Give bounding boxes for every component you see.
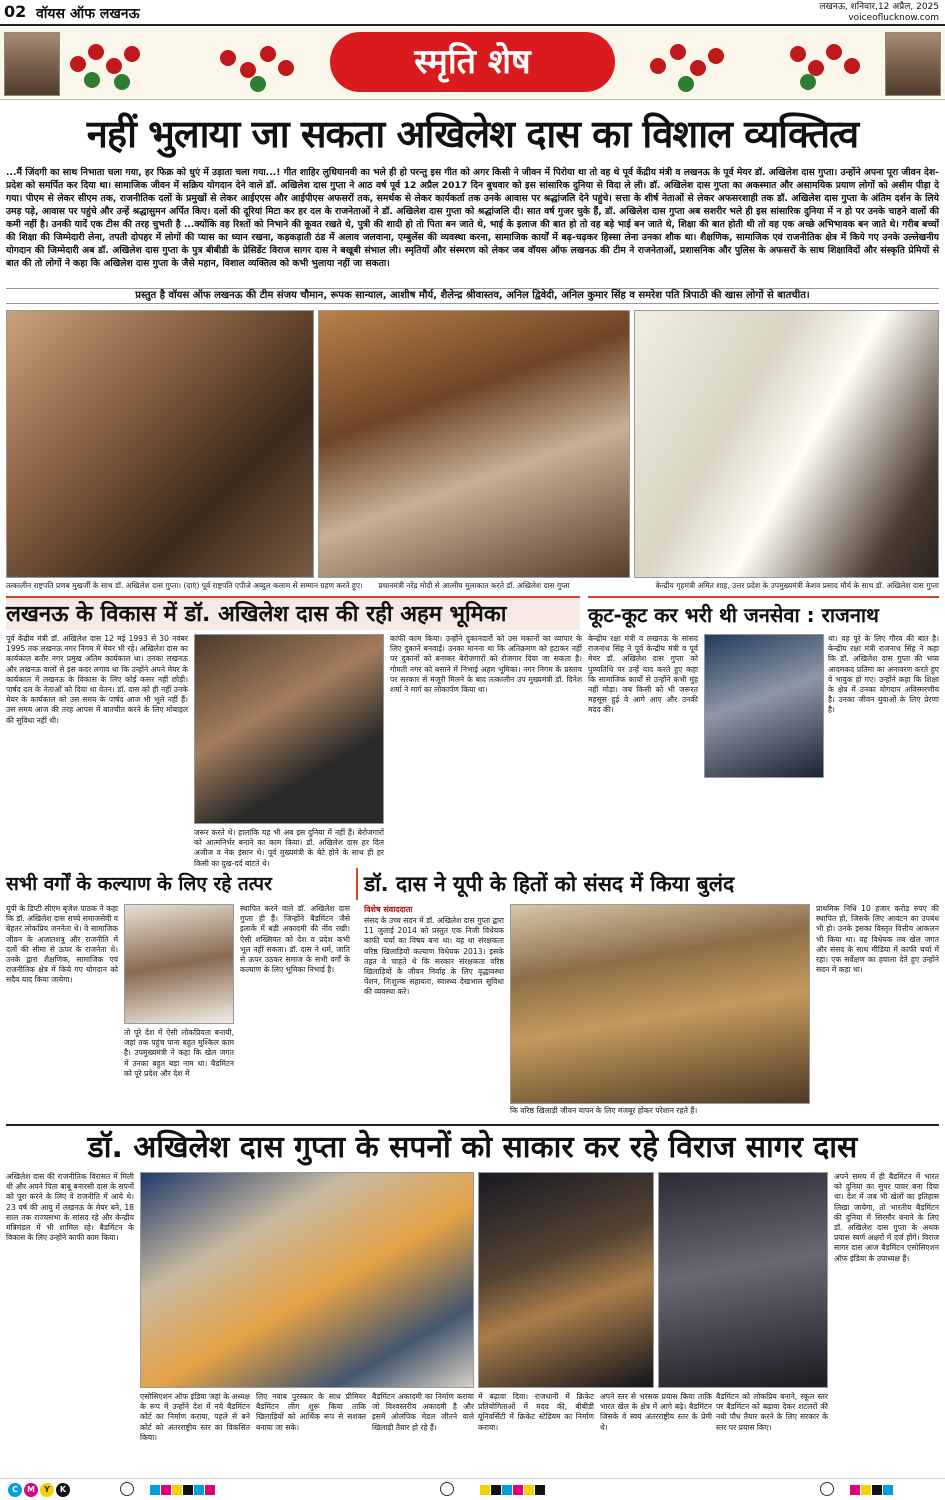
article-column: एसोसिएशन ऑफ इंडिया जहां के अध्यक्ष के रूप में उन्होंने देश में नये बैडमिंटन कोर्ट का निर्माण कराया, पहले से बने कोर्ट को अंतरराष्ट्रीय स्तर का विकसित किया।	[140, 1392, 250, 1442]
article-column: बैडमिंटन अकादमी का निर्माण कराया जो विश्वस्तरीय अकादमी है और इसमें ओलंपिक मेडल जीतने वाले खिलाड़ी तैयार हो रहे हैं।	[372, 1392, 474, 1432]
article-column: यूपी के डिप्टी सीएम बृजेश पाठक ने कहा कि डॉ. अखिलेश दास सच्चे समाजसेवी व बेहतर लोकप्रिय जननेता थे। वे सामाजिक जीवन के अजातशत्रु और राजनीति में दलों की सीमा से ऊपर के राजनेता थे। उनके द्वारा शैक्षणिक, सामाजिक एवं राजनीतिक क्षेत्र में किये गए योगदान को सदैव याद किया जायेगा।	[6, 904, 118, 985]
photo-caption-3: केन्द्रीय गृहमंत्री अमित शाह, उत्तर प्रदेश के उपमुख्यमंत्री केशव प्रसाद मौर्य के साथ डॉ. अखिलेश दास गुप्ता	[655, 581, 939, 590]
article-photo-akhilesh-das	[194, 634, 384, 824]
photo-with-president	[6, 310, 314, 578]
flower-decoration-right-icon	[790, 36, 870, 92]
color-bar-icon	[850, 1485, 893, 1495]
dateline	[819, 2, 939, 24]
presented-by-line: प्रस्तुत है वॉयस ऑफ लखनऊ की टीम संजय चौमान, रूपक सान्याल, आशीष मौर्य, शैलेन्द्र श्रीवास्तव, अनिल द्विवेदी, अनिल कुमार सिंह व समरेश पति त्रिपाठी की खास लोगों से बातचीत।	[6, 288, 939, 304]
color-bar-icon	[480, 1485, 545, 1495]
photo-with-prime-minister	[318, 310, 630, 578]
article-column: अपने स्तर से भरसक प्रयास किया ताकि भारत खेल के क्षेत्र में आगे बढ़े। बैडमिंटन जिसके वे स्वयं अंतरराष्ट्रीय स्तर के प्रेमी थे।	[600, 1392, 712, 1432]
color-bar-icon	[150, 1485, 215, 1495]
registration-mark-icon	[440, 1482, 454, 1496]
page-number: 02	[4, 2, 27, 21]
cmyk-m: M	[24, 1483, 38, 1497]
section-heading-parliament: डॉ. दास ने यूपी के हितों को संसद में किया बुलंद	[356, 868, 939, 900]
article-column: संसद के उच्च सदन में डॉ. अखिलेश दास गुप्ता द्वारा 11 जुलाई 2014 को प्रस्तुत एक निजी विधेयक काफी चर्चा का विषय बना था। यह था संरक्षकता वरिष्ठ खिलाड़ियों कल्याण विधेयक 2013। इसके तहत वे चाहते थे कि सरकार संरक्षकता वरिष्ठ खिलाड़ियों के जीवन निर्वाह के लिए वृद्धावस्था पेंशन, निःशुल्क सहायता, स्वास्थ्य देखभाल सुविधा की व्यवस्था करे।	[364, 916, 504, 997]
photo-caption: कि वरिष्ठ खिलाड़ी जीवन यापन के लिए मजबूर होकर परेशान रहते हैं।	[510, 1106, 698, 1115]
cmyk-marks	[8, 1483, 70, 1497]
article-column: में बढ़ावा दिया। राजधानी में क्रिकेट प्रतियोगिताओं में मदद की, बीबीडी यूनिवर्सिटी में क्रिकेट स्टेडियम का निर्माण कराया।	[478, 1392, 594, 1432]
article-column: केन्द्रीय रक्षा मंत्री व लखनऊ के सांसद राजनाथ सिंह ने पूर्व केन्द्रीय मंत्री व पूर्व मेयर डॉ. अखिलेश दास गुप्ता को पुण्यतिथि पर उन्हें याद करते हुए कहा कि सामाजिक कार्यों से उन्होंने कभी मुंह नहीं मोड़ा। जब किसी को भी जरूरत महसूस हुई वे आगे आए और उनकी मदद की।	[588, 634, 698, 715]
cmyk-k: K	[56, 1483, 70, 1497]
article-column: पूर्व केंद्रीय मंत्री डॉ. अखिलेश दास 12 मई 1993 से 30 नवंबर 1995 तक लखनऊ नगर निगम में मेयर भी रहे। अखिलेश दास का कार्यकाल बतौर नगर प्रमुख अंतिम कार्यकाल था। उनका लखनऊ और लखनऊ वालों से इस कदर लगाव था कि उन्होंने अपने मेयर के कार्यकाल में लखनऊ के विकास के लिए कोई कसर नहीं छोड़ी। पार्षद दल के नेताओं को दिया था वेतन। डॉ. दास को ही नहीं उनके मेयर के कार्यकाल को उस समय के पार्षद आज भी भूले नहीं हैं। उस समय आज की तरह आपस में बातचीत करने के लिए मोबाइल की सुविधा नहीं थी।	[6, 634, 188, 725]
photo-caption-1: तत्कालीन राष्ट्रपति प्रणब मुखर्जी के साथ डॉ. अखिलेश दास गुप्ता। (दाएं) पूर्व राष्ट्रपति एपीजे अब्दुल कलाम से सम्मान ग्रहण करते हुए।	[6, 581, 363, 590]
article-photo-stage-event	[478, 1172, 654, 1388]
article-column: तो पूरे देश में ऐसी लोकप्रियता बनायी, जहां तक पहुंच पाना बहुत मुश्किल काम है। उपमुख्यमंत्री ने कहा कि खेल जगत में उनका बहुत बड़ा नाम था। बैडमिंटन को पूरे प्रदेश और देश में	[124, 1028, 234, 1078]
article-column: लिए नवाब पुरस्कार के साथ प्रीमियर बैडमिंटन लीग शुरू किया ताकि खिलाड़ियों को आर्थिक रूप से सशक्त बनाया जा सके।	[256, 1392, 366, 1432]
section-heading-rajnath: कूट-कूट कर भरी थी जनसेवा : राजनाथ	[588, 596, 939, 630]
article-byline: विशेष संवाददाता	[364, 905, 413, 914]
article-column: जरूर करते थे। हालांकि यह भी अब इस दुनिया में नहीं हैं। बेरोजगारों को आत्मनिर्भर बनाने का काम किया। डॉ. अखिलेश दास हर दिल अजीज व नेक इंसान थे। पूर्व मुख्यमंत्री के बेटे होने के साथ ही हर किसी का दुख-दर्द बांटते थे।	[194, 828, 384, 868]
article-photo-brajesh-pathak	[124, 904, 234, 1024]
section-heading-welfare: सभी वर्गों के कल्याण के लिए रहे तत्पर	[6, 873, 272, 895]
article-photo-badminton-event	[140, 1172, 474, 1388]
article-photo-viraj-sagar-das	[658, 1172, 828, 1388]
article-column: स्थापित करने वाले डॉ. अखिलेश दास गुप्ता ही हैं। जिन्होंने बैडमिंटन जैसे इलाके में बड़ी अकादमी की नींव रखी। ऐसी शख्सियत को देश व प्रदेश कभी भूल नहीं सकता। डॉ. दास ने धर्म, जाति से ऊपर उठकर समाज के सभी वर्गों के कल्याण के लिए भूमिका निभाई है।	[240, 904, 350, 975]
cmyk-c: C	[8, 1483, 22, 1497]
article-photo-crowd	[510, 904, 810, 1104]
portrait-photo-left	[4, 32, 60, 96]
portrait-photo-right	[885, 32, 941, 96]
article-column: प्राथमिक निधि 10 हजार करोड़ रुपए की स्थापित हो, जिसके लिए आवंटन का उपबंध भी हो। उनके इसका विस्तृत वित्तीय आकलन भी किया था। वह विधेयक तब खेल जगत और संसद के साथ मीडिया में काफी चर्चा में रहा। एक सर्वेक्षण का हवाला देते हुए उन्होंने सदन में कहा था।	[816, 904, 939, 975]
photo-caption-2: प्रधानमंत्री नरेंद्र मोदी से आत्मीय मुलाकात करते डॉ. अखिलेश दास गुप्ता	[378, 581, 570, 590]
article-column: बैडमिंटन को लोकप्रिय बनाने, स्कूल स्तर पर बैडमिंटन को बढ़ावा देकर शटलरों की नयी पौध तैयार करने के लिए सरकार के स्तर पर प्रयास किए।	[716, 1392, 828, 1432]
print-registration-strip	[0, 1478, 945, 1500]
registration-mark-icon	[820, 1482, 834, 1496]
photo-with-home-minister	[634, 310, 939, 578]
flower-decoration-left-icon	[70, 36, 150, 92]
flower-decoration-center-right-icon	[650, 36, 730, 92]
article-photo-rajnath-singh	[704, 634, 824, 778]
masthead	[0, 0, 945, 26]
main-headline: नहीं भुलाया जा सकता अखिलेश दास का विशाल व्यक्तित्व	[86, 112, 859, 156]
cmyk-y: Y	[40, 1483, 54, 1497]
banner-title: स्मृति शेष	[330, 32, 615, 92]
intro-paragraph: ...मैं जिंदगी का साथ निभाता चला गया, हर फिक्र को धुएं में उड़ाता चला गया...! गीत शाहिर लुधियानवी का भले ही हो परन्तु इस गीत को अगर किसी ने जीवन में पिरोया था तो वह थे पूर्व केंद्रीय मंत्री व लखनऊ के पूर्व मेयर डॉ. अखिलेश दास गुप्ता। उन्होंने अपना पूरा जीवन देश-प्रदेश को समर्पित कर दिया था। सामाजिक जीवन में सक्रिय योगदान देने वाले डॉ. अखिलेश दास गुप्ता ने आठ वर्ष पूर्व 12 अप्रैल 2017 दिन बुधवार को इस सांसारिक दुनिया से विदा ले ली। डॉ. अखिलेश दास गुप्ता का अकस्मात और असामयिक प्रयाण लोगों को असीम पीड़ा दे गया। पीएम से लेकर सीएम तक, राजनीतिक दलों के प्रमुखों से लेकर आईएएस और आईपीएस अफसरों तक, समर्थक से लेकर कार्यकर्ता तक उनके आवास पर श्रद्धांजलि देने पहुंचे। सत्ता के शीर्ष नेताओं से लेकर अफसरशाही तक डॉ. अखिलेश दास गुप्ता के अंतिम दर्शन के लिये उमड़ पड़े, आवास पर पहुंचे और उन्हें श्रद्धासुमन अर्पित किए। दलों की दूरियां मिटा कर हर दल के राजनेताओं ने डॉ. अखिलेश दास गुप्ता को श्रद्धांजलि दी। सात वर्ष गुजर चुके हैं, डॉ. अखिलेश दास गुप्ता अब सशरीर भले ही इस सांसारिक दुनिया में न हो पर उनके चाहने वालों की कमी नहीं है। उनकी यादें एक टीस की तरह चुभती है ...क्योंकि वह रिश्तों को निभाने की कूवत रखते थे, पुत्री की शादी हो तो पिता बन जाते थे, भाई के इलाज की बात हो तो वह बड़े भाई बन जाते थे, शिक्षा की बात होती थी तो वह एक अच्छे अभिभावक बन जाते थे। गरीब बच्चों की शिक्षा की जिम्मेदारी लेना, तपती दोपहर में लोगों की प्यास का ध्यान रखना, कड़कड़ाती ठंड में अलाव जलवाना, एम्बुलेंस की व्यवस्था करना, सामाजिक कार्यों में बढ़-चढ़कर हिस्सा लेना उनका शौक था। शैक्षणिक, सामाजिक एवं राजनीतिक क्षेत्र में किये गए उनके उल्लेखनीय योगदान की जिम्मेदारी अब डॉ. अखिलेश दास गुप्ता के पुत्र बीबीडी के प्रेसिडेंट विराज सागर दास ने बखूबी संभाल ली। स्मृतियों और संस्मरण को लेकर जब वॉयस ऑफ लखनऊ की टीम ने राजनेताओं, प्रशासनिक और पुलिस के अफसरों के साथ शिक्षाविदों और संस्कृति प्रेमियों से बात की तो लोगों ने कहा कि अखिलेश दास गुप्ता के जैसे महान, विशाल व्यक्तित्व को कभी भुलाया नहीं जा सकता।	[6, 167, 940, 269]
article-column: अखिलेश दास की राजनीतिक विरासत में मिली थी और अपने पिता बाबू बनारसी दास के सपनों को पूरा करने के लिए वे राजनीति में आये थे। 23 वर्ष की आयु में लखनऊ के मेयर बने, 18 साल तक राज्यसभा के सांसद रहे और केन्द्रीय मंत्रिमंडल में भी शामिल रहे। बैडमिंटन के विकास के लिए उन्होंने काफी काम किया।	[6, 1172, 134, 1243]
article-column: था। वह पूरे के लिए गौरव की बात है। केन्द्रीय रक्षा मंत्री राजनाथ सिंह ने कहा कि डॉ. अखिलेश दास गुप्ता की भव्य आदमकद प्रतिमा का अनावरण करते हुए वे भावुक हो गए। उन्होंने कहा कि शिक्षा के क्षेत्र में उनका योगदान अविस्मरणीय है। उनका जीवन युवाओं के लिए प्रेरणा है।	[828, 634, 939, 715]
website-link[interactable]: voiceoflucknow.com	[848, 13, 939, 23]
section-heading-lucknow-development: लखनऊ के विकास में डॉ. अखिलेश दास की रही अहम भूमिका	[6, 596, 580, 630]
date-text: लखनऊ, शनिवार,12 अप्रैल, 2025	[819, 2, 939, 12]
flower-decoration-center-left-icon	[220, 36, 300, 92]
registration-mark-icon	[120, 1482, 134, 1496]
section-heading-viraj-sagar-das: डॉ. अखिलेश दास गुप्ता के सपनों को साकार कर रहे विराज सागर दास	[6, 1124, 939, 1168]
article-column: अपने समय में ही बैडमिंटन में भारत को दुनिया का सुपर पावर बना दिया था। देश में जब भी खेलों का इतिहास लिखा जायेगा, तो भारतीय बैडमिंटन की दुनिया में सिरमौर बनाने के लिए डॉ. अखिलेश दास गुप्ता के अथक प्रयास स्वर्ण अक्षरों में दर्ज होंगे। विराज सागर दास आज बैडमिंटन एसोसिएशन ऑफ इंडिया के उपाध्यक्ष हैं।	[834, 1172, 939, 1263]
smriti-shesh-banner	[0, 28, 945, 100]
article-column: काफी काम किया। उन्होंने दुकानदारों को उस मकानों का व्यापार के लिए दुकानें बनवाईं। उनका मानना था कि अतिक्रमण को हटाकर नहीं पर दुकानों को बनाकर बेरोजगारों को रोजगार दिया जा सकता है। गोमती नगर को बसाने में निभाई अहम भूमिका। नगर निगम के प्रस्ताव पर सरकार से मंजूरी मिलने के बाद तत्कालीन उप मुख्यमंत्री डॉ. दिनेश शर्मा ने मार्ग का लोकार्पण किया था।	[390, 634, 582, 695]
paper-name: वॉयस ऑफ लखनऊ	[36, 6, 140, 22]
